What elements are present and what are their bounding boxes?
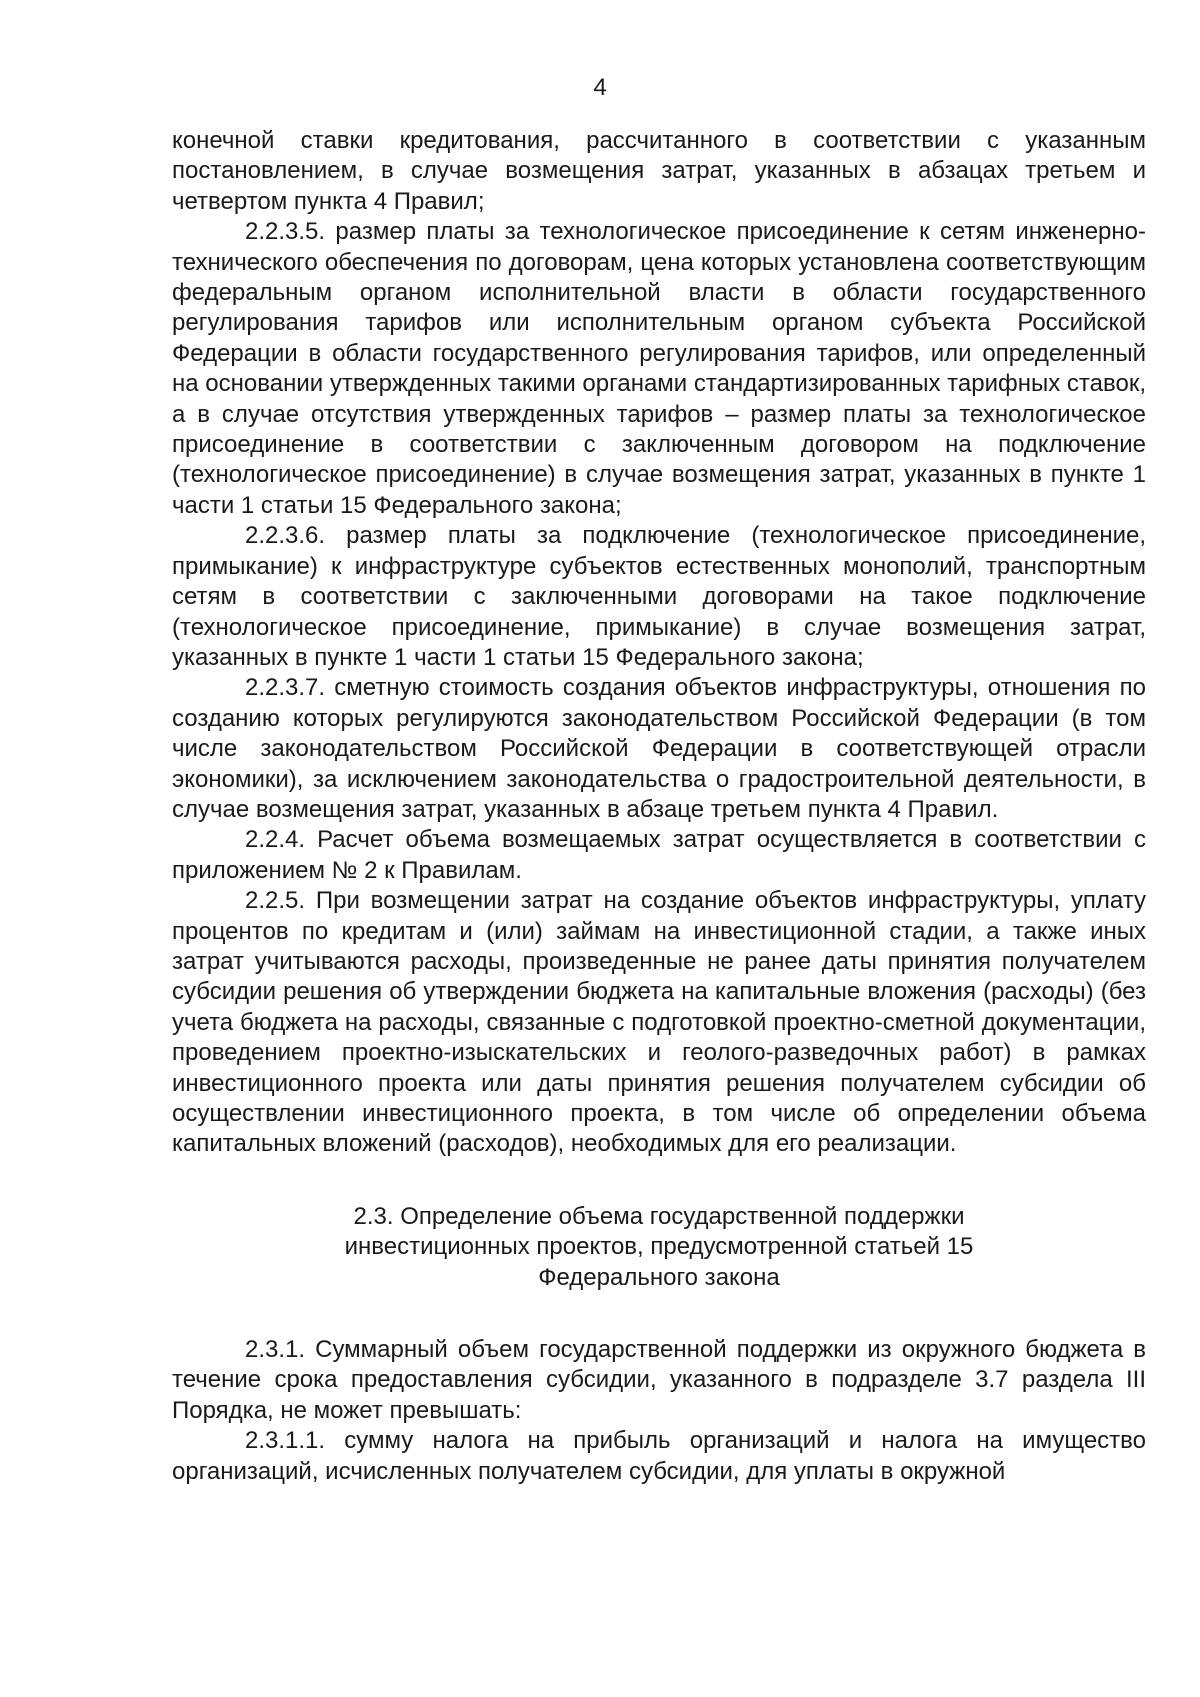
paragraph: 2.2.5. При возмещении затрат на создание объектов инфраструктуры, уплату процентов по кредитам и (или) займам на инвестиционной стадии, а также иных затрат учитываются расходы, произведенные не ранее даты принятия получателем субсидии решения об утверждении бюджета на капитальные вложения (расходы) (без учета бюджета на расходы, связанные с подготовкой проектно-сметной документации, проведением проектно-изыскательских и геолого-разведочных работ) в рамках инвестиционного проекта или даты принятия решения получателем субсидии об осуществлении инвестиционного проекта, в том числе об определении объема капитальных вложений (расходов), необходимых для его реализации.	[172, 887, 1146, 1158]
paragraph: 2.3.1. Суммарный объем государственной поддержки из окружного бюджета в течение срока предоставления субсидии, указанного в подразделе 3.7 раздела III Порядка, не может превышать:	[172, 1336, 1146, 1424]
paragraph: конечной ставки кредитования, рассчитанного в соответствии с указанным постановлением, в случае возмещения затрат, указанных в абзацах третьем и четвертом пункта 4 Правил;	[172, 127, 1146, 215]
section-heading-line: инвестиционных проектов, предусмотренной статьей 15	[344, 1233, 974, 1261]
paragraph: 2.2.3.5. размер платы за технологическое присоединение к сетям инженерно-технического обеспечения по договорам, цена которых установлена соответствующим федеральным органом исполнительной власти в области государственного регулирования тарифов или исполнительным органом субъекта Российской Федерации в области государственного регулирования тарифов, или определенный на основании утвержденных такими органами стандартизированных тарифных ставок, а в случае отсутствия утвержденных тарифов – размер платы за технологическое присоединение в соответствии с заключенным договором на подключение (технологическое присоединение) в случае возмещения затрат, указанных в пункте 1 части 1 статьи 15 Федерального закона;	[172, 218, 1146, 519]
section-heading	[172, 1202, 1146, 1293]
section-heading-line: 2.3. Определение объема государственной поддержки	[353, 1202, 965, 1230]
page-number: 4	[593, 74, 607, 101]
document-body	[172, 126, 1146, 1487]
paragraph: 2.2.3.6. размер платы за подключение (технологическое присоединение, примыкание) к инфраструктуре субъектов естественных монополий, транспортным сетям в соответствии с заключенными договорами на такое подключение (технологическое присоединение, примыкание) в случае возмещения затрат, указанных в пункте 1 части 1 статьи 15 Федерального закона;	[172, 522, 1146, 671]
paragraph: 2.2.4. Расчет объема возмещаемых затрат осуществляется в соответствии с приложением № 2 к Правилам.	[172, 826, 1146, 884]
paragraph: 2.3.1.1. сумму налога на прибыль организаций и налога на имущество организаций, исчисленных получателем субсидии, для уплаты в окружной	[172, 1427, 1146, 1485]
paragraph: 2.2.3.7. сметную стоимость создания объектов инфраструктуры, отношения по созданию которых регулируются законодательством Российской Федерации (в том числе законодательством Российской Федерации в соответствующей отрасли экономики), за исключением законодательства о градостроительной деятельности, в случае возмещения затрат, указанных в абзаце третьем пункта 4 Правил.	[172, 674, 1146, 823]
section-heading-line: Федерального закона	[538, 1263, 780, 1291]
